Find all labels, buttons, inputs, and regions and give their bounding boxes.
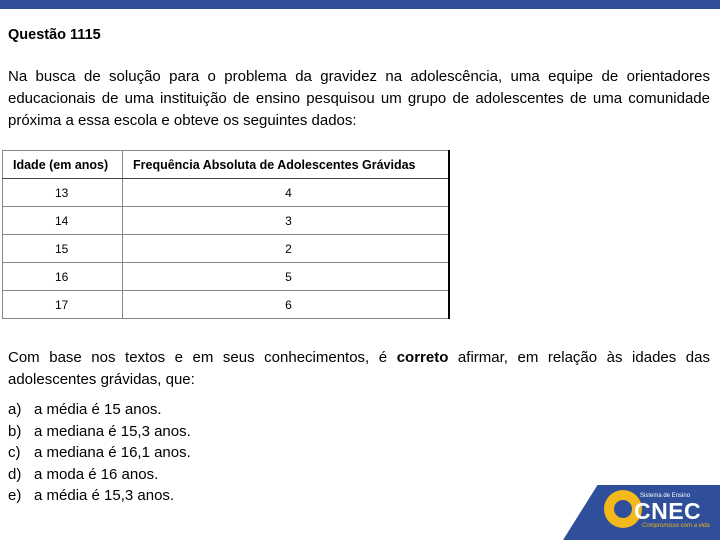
option-letter: e) [8, 487, 22, 505]
option-d [8, 464, 191, 486]
frequency-cell: 6 [123, 291, 450, 319]
age-cell: 14 [3, 207, 123, 235]
age-cell: 13 [3, 179, 123, 207]
data-table [2, 150, 450, 319]
logo-tagline: Compromisso com a vida [642, 523, 710, 529]
frequency-cell: 4 [123, 179, 450, 207]
option-letter: b) [8, 422, 22, 440]
age-cell: 16 [3, 263, 123, 291]
option-a [8, 399, 191, 421]
question-text-start: Com base nos textos e em seus conhecimentos, é [8, 349, 397, 366]
frequency-cell: 2 [123, 235, 450, 263]
option-letter: a) [8, 401, 22, 418]
table-row [3, 179, 450, 207]
column-header-frequency: Frequência Absoluta de Adolescentes Grávidas [123, 151, 450, 179]
age-cell: 15 [3, 235, 123, 263]
option-e [8, 485, 191, 507]
option-text: a mediana é 16,1 anos. [34, 444, 191, 462]
frequency-cell: 3 [123, 207, 450, 235]
option-b [8, 421, 191, 443]
answer-options [8, 399, 191, 507]
logo-small-text: Sistema de Ensino [640, 493, 691, 499]
option-text: a moda é 16 anos. [34, 465, 159, 483]
cnec-logo [604, 487, 716, 537]
table-row [3, 263, 450, 291]
option-text: a média é 15 anos. [34, 401, 162, 418]
question-text [8, 347, 710, 391]
table-header-row [3, 151, 450, 179]
option-text: a média é 15,3 anos. [34, 487, 175, 505]
table-row [3, 235, 450, 263]
table-row [3, 291, 450, 319]
option-letter: d) [8, 465, 22, 483]
option-c [8, 442, 191, 464]
table-row [3, 207, 450, 235]
frequency-cell: 5 [123, 263, 450, 291]
option-letter: c) [8, 444, 21, 462]
question-text-end: afirmar, em relação às idades das adolescentes grávidas, que: [8, 349, 710, 388]
age-cell: 17 [3, 291, 123, 319]
option-text: a mediana é 15,3 anos. [34, 422, 191, 440]
question-title: Questão 1115 [8, 27, 101, 43]
logo-main-text: CNEC [634, 498, 702, 524]
intro-paragraph: Na busca de solução para o problema da gravidez na adolescência, uma equipe de orientadores educacionais de uma instituição de ensino pesquisou um grupo de adolescentes de uma comunidade próxima a essa escola e obteve os seguintes dados: [8, 68, 710, 129]
top-bar [0, 0, 720, 9]
question-emphasis: correto [396, 349, 449, 366]
column-header-age: Idade (em anos) [3, 151, 123, 179]
